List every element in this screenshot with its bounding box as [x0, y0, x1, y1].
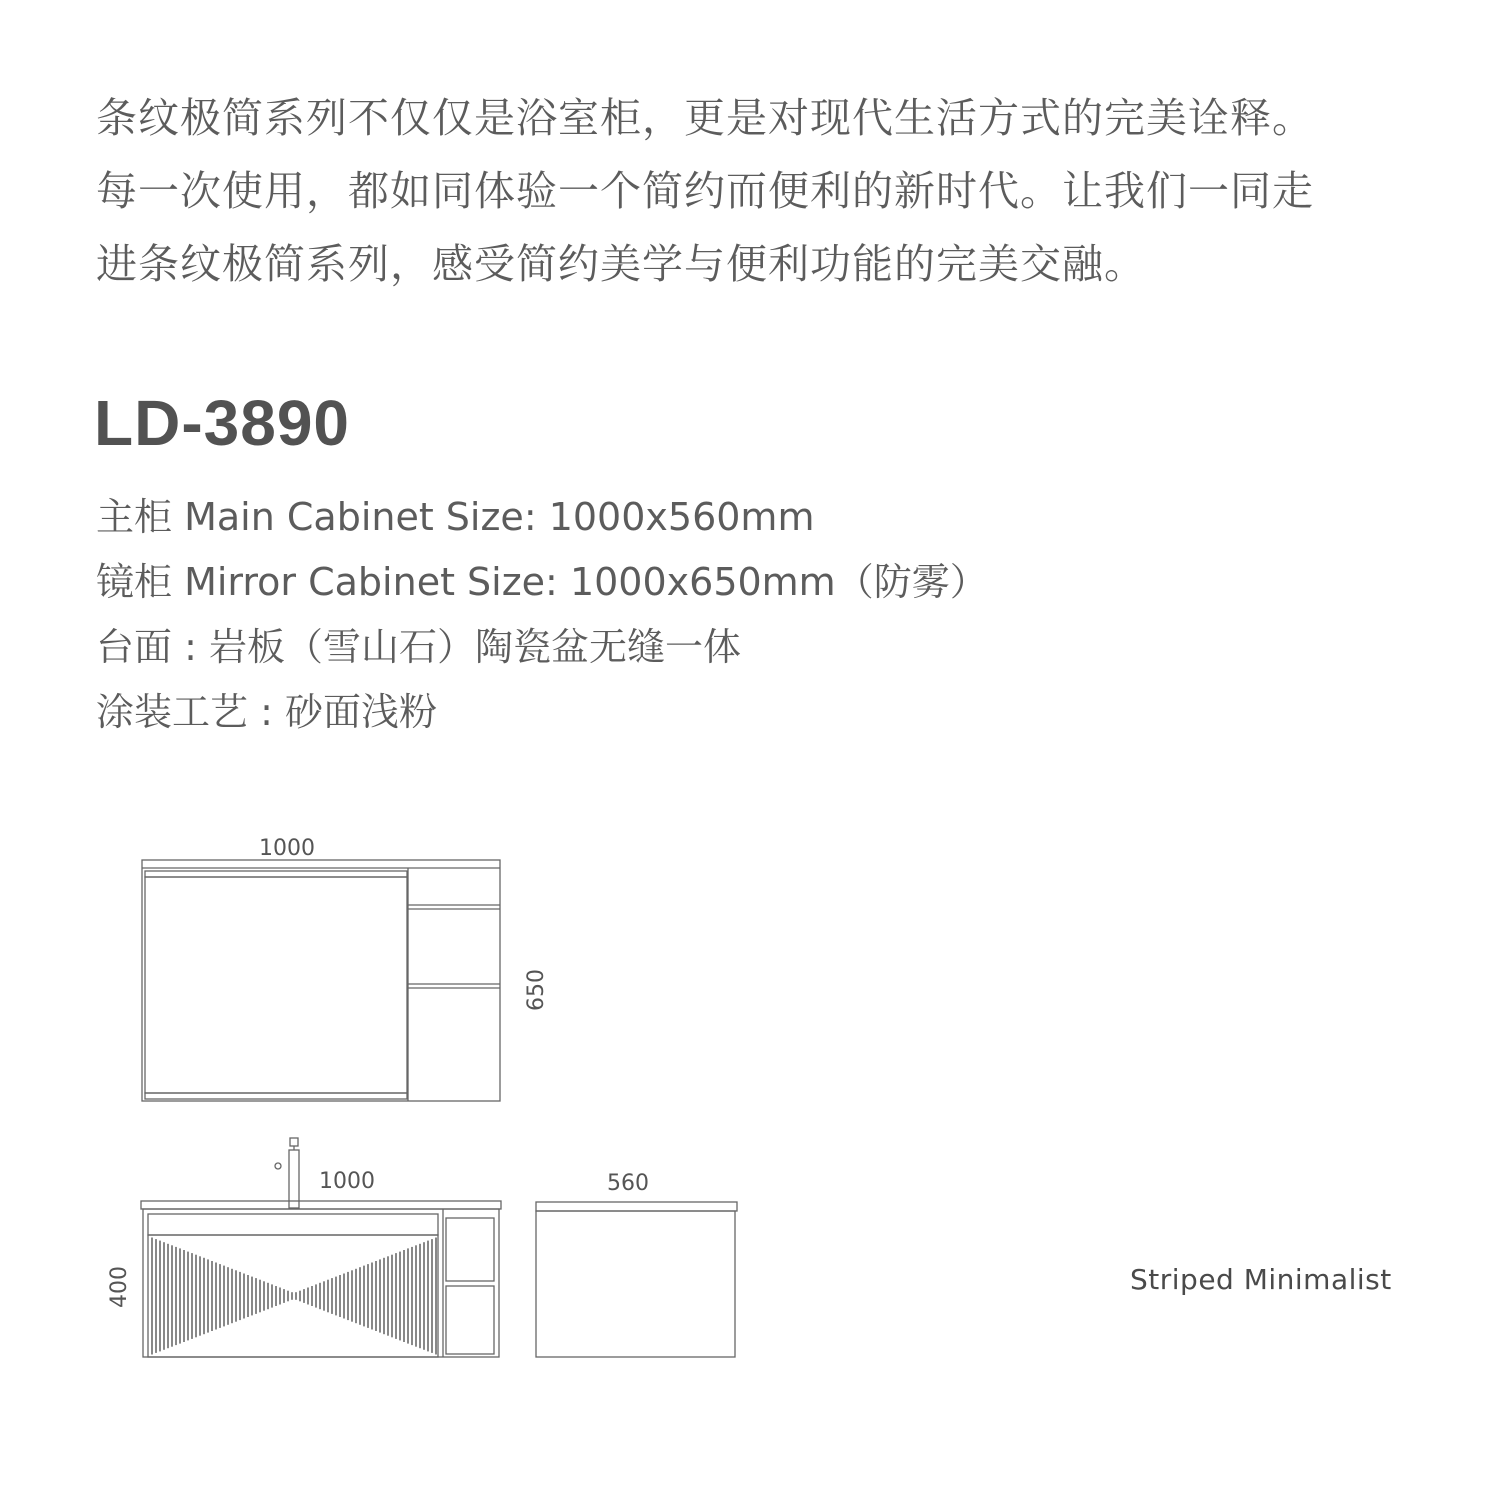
series-label: Striped Minimalist	[1130, 1263, 1392, 1296]
faucet-icon	[275, 1138, 299, 1208]
spec-finish: 涂装工艺 : 砂面浅粉	[96, 690, 437, 734]
base-height-label: 400	[107, 1266, 132, 1308]
mirror-width-label: 1000	[259, 836, 315, 861]
intro-text	[96, 82, 1476, 301]
spec-main-cabinet: 主柜 Main Cabinet Size: 1000x560mm	[96, 495, 815, 539]
spec-mirror-cabinet: 镜柜 Mirror Cabinet Size: 1000x650mm（防雾）	[96, 560, 988, 604]
technical-drawing	[0, 820, 800, 1420]
intro-line: 条纹极简系列不仅仅是浴室柜，更是对现代生活方式的完美诠释。	[96, 94, 1314, 142]
base-width-label: 1000	[319, 1169, 375, 1194]
intro-line: 进条纹极简系列，感受简约美学与便利功能的完美交融。	[96, 240, 1146, 288]
base-cabinet-side-drawing	[536, 1202, 737, 1357]
model-number: LD-3890	[94, 387, 350, 459]
intro-line: 每一次使用，都如同体验一个简约而便利的新时代。让我们一同走	[96, 167, 1314, 215]
mirror-cabinet-drawing	[142, 860, 500, 1101]
spec-countertop: 台面 : 岩板（雪山石）陶瓷盆无缝一体	[96, 625, 741, 669]
mirror-height-label: 650	[524, 969, 549, 1011]
spec-list	[96, 485, 988, 745]
base-cabinet-front-drawing	[141, 1201, 501, 1357]
base-depth-label: 560	[607, 1171, 649, 1196]
